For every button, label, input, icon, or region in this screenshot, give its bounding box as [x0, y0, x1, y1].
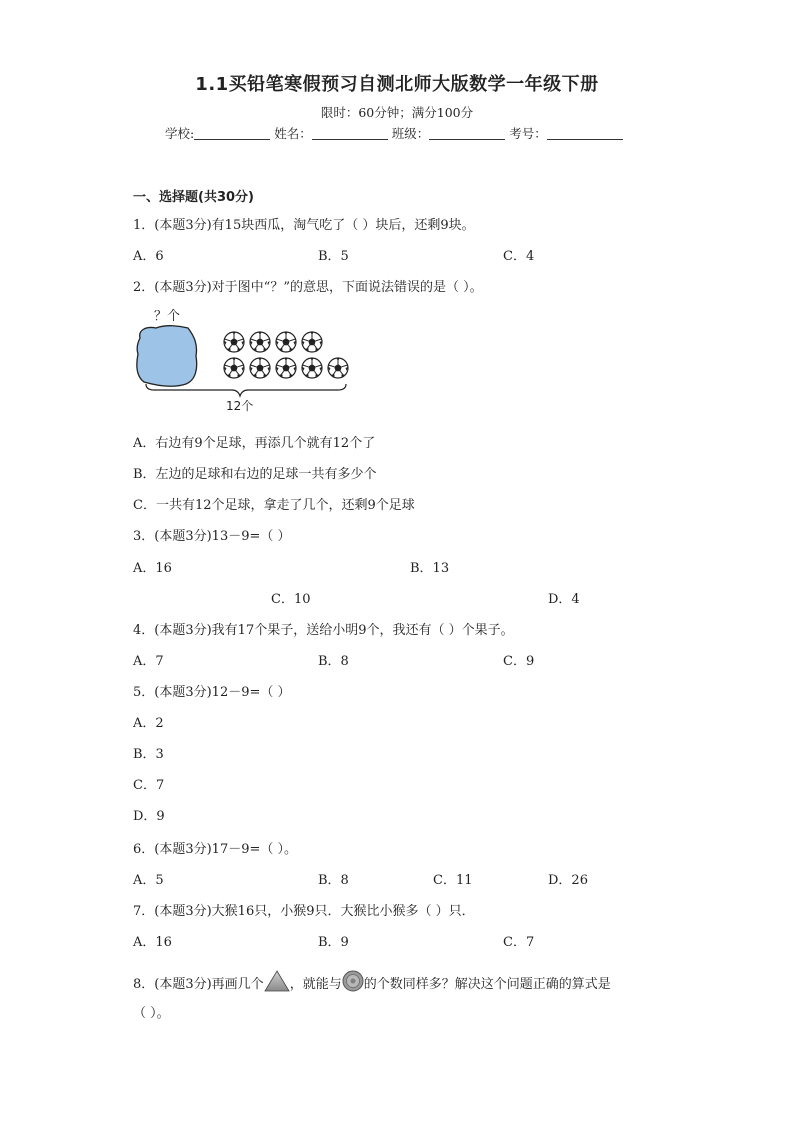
- question-8: [133, 970, 611, 996]
- hidden-balls-blob: [137, 326, 197, 386]
- question-2: 2．(本题3分)对于图中“？”的意思，下面说法错误的是（ ）。: [133, 280, 483, 295]
- q7-option-a[interactable]: A．16: [133, 935, 172, 950]
- number-blank[interactable]: [547, 127, 623, 140]
- q5-option-d[interactable]: D．9: [133, 809, 165, 824]
- q8-text-part2: ，就能与: [289, 977, 342, 992]
- school-label: 学校:: [165, 126, 195, 141]
- q4-option-c[interactable]: C．9: [503, 654, 535, 669]
- section-heading: 一、选择题(共30分): [133, 190, 254, 205]
- q2-option-a[interactable]: A．右边有9个足球，再添几个就有12个了: [133, 436, 376, 451]
- name-blank[interactable]: [312, 127, 388, 140]
- q2-option-b[interactable]: B．左边的足球和右边的足球一共有多少个: [133, 467, 377, 482]
- q3-option-a[interactable]: A．16: [133, 561, 172, 576]
- coin-icon: [342, 970, 364, 996]
- q2-total-label: 12个: [226, 399, 254, 413]
- q6-option-d[interactable]: D．26: [548, 873, 588, 888]
- q1-option-b[interactable]: B．5: [318, 249, 349, 264]
- q3-option-b[interactable]: B．13: [410, 561, 450, 576]
- q2-question-label: ？个: [154, 309, 181, 324]
- question-1: 1．(本题3分)有15块西瓜，淘气吃了（ ）块后，还剩9块。: [133, 218, 475, 233]
- q2-option-c[interactable]: C．一共有12个足球，拿走了几个，还剩9个足球: [133, 498, 415, 513]
- ball-diagram: [132, 304, 362, 414]
- question-3: 3．(本题3分)13－9=（ ）: [133, 529, 291, 544]
- class-label: 班级：: [391, 126, 430, 141]
- q8-text-part3: 的个数同样多？解决这个问题正确的算式是: [363, 977, 611, 992]
- q3-option-c[interactable]: C．10: [271, 592, 311, 607]
- question-5: 5．(本题3分)12－9=（ ）: [133, 685, 291, 700]
- q5-option-a[interactable]: A．2: [133, 716, 164, 731]
- student-info-line: [165, 124, 623, 142]
- page-title: 1.1买铅笔寒假预习自测北师大版数学一年级下册: [195, 74, 599, 95]
- q6-option-c[interactable]: C．11: [433, 873, 473, 888]
- q1-option-c[interactable]: C．4: [503, 249, 535, 264]
- q1-option-a[interactable]: A．6: [133, 249, 164, 264]
- class-blank[interactable]: [429, 127, 505, 140]
- school-blank[interactable]: [194, 127, 270, 140]
- question-4: 4．(本题3分)我有17个果子，送给小明9个，我还有（ ）个果子。: [133, 623, 514, 638]
- q7-option-c[interactable]: C．7: [503, 935, 535, 950]
- q3-option-d[interactable]: D．4: [548, 592, 580, 607]
- q8-text-part1: 8．(本题3分)再画几个: [133, 977, 264, 992]
- time-score-note: 限时：60分钟；满分100分: [320, 105, 474, 120]
- q5-option-b[interactable]: B．3: [133, 747, 164, 762]
- q5-option-c[interactable]: C．7: [133, 778, 165, 793]
- q4-option-a[interactable]: A．7: [133, 654, 164, 669]
- name-label: 姓名：: [274, 126, 312, 141]
- q6-option-b[interactable]: B．8: [318, 873, 349, 888]
- triangle-icon: [264, 970, 290, 996]
- q7-option-b[interactable]: B．9: [318, 935, 349, 950]
- q6-option-a[interactable]: A．5: [133, 873, 164, 888]
- question-6: 6．(本题3分)17－9=（ ）。: [133, 842, 298, 857]
- q4-option-b[interactable]: B．8: [318, 654, 349, 669]
- question-7: 7．(本题3分)大猴16只，小猴9只．大猴比小猴多（ ）只．: [133, 904, 475, 919]
- number-label: 考号：: [509, 126, 547, 141]
- q2-figure: [132, 304, 362, 414]
- q8-answer-blank: （ ）。: [133, 1006, 170, 1021]
